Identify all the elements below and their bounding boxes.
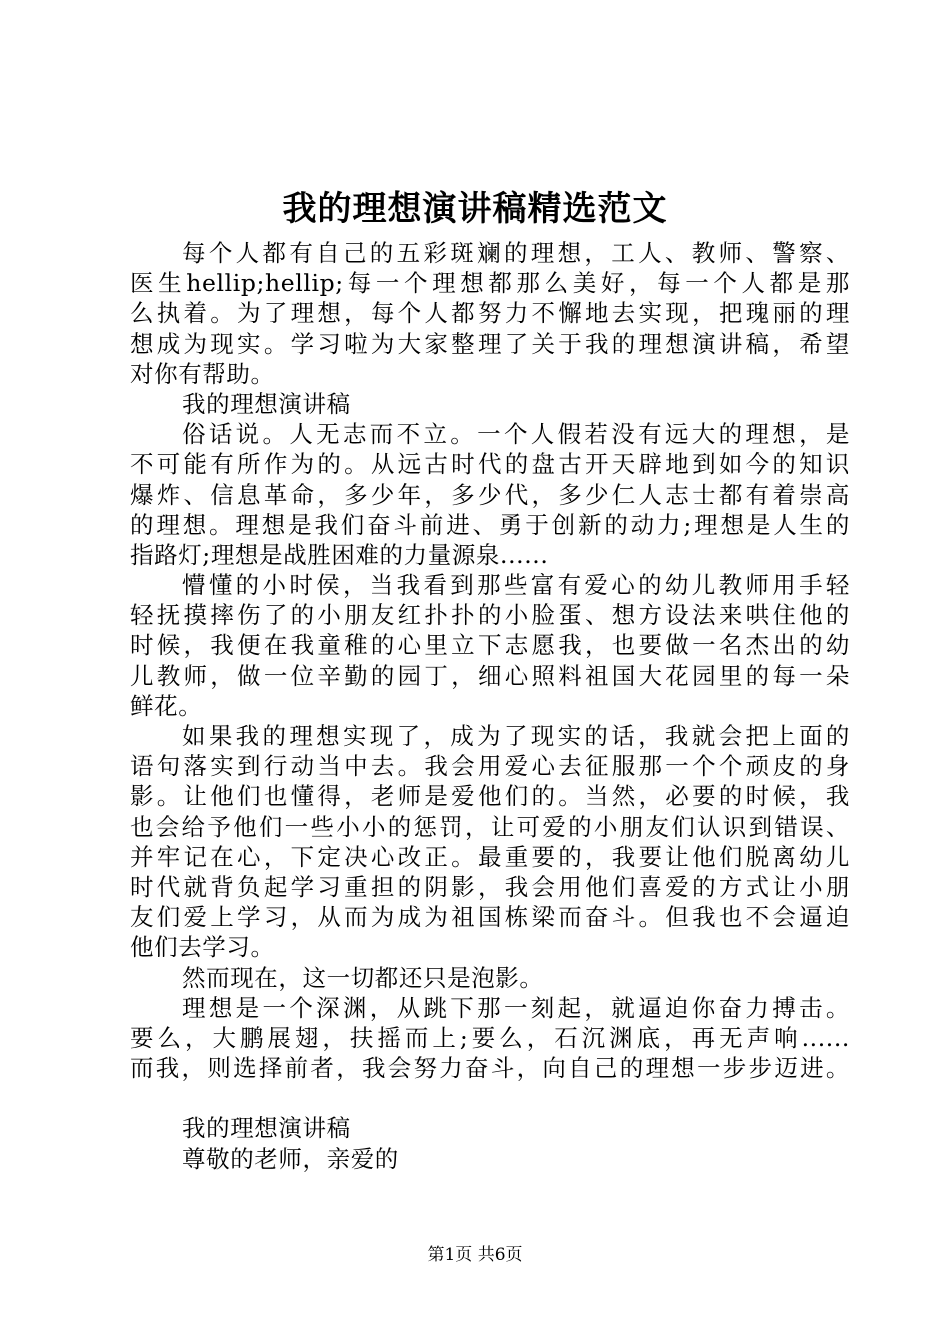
- page-footer: 第1页 共6页: [427, 1245, 523, 1265]
- text-line: 如果我的理想实现了，成为了现实的话，我就会把上面的: [182, 722, 850, 750]
- text-line: 理想是一个深渊，从跳下那一刻起，就逼迫你奋力搏击。: [182, 993, 850, 1022]
- text-line: 鲜花。: [130, 691, 203, 720]
- text-line: 他们去学习。: [130, 933, 275, 962]
- text-line: 指路灯;理想是战胜困难的力量源泉......: [130, 540, 549, 569]
- text-line: 我的理想演讲稿: [182, 1114, 351, 1143]
- text-line: 俗话说。人无志而不立。一个人假若没有远大的理想，是: [182, 420, 850, 449]
- text-line: 时候，我便在我童稚的心里立下志愿我，也要做一名杰出的幼: [130, 631, 850, 660]
- text-line: 每个人都有自己的五彩斑斓的理想，工人、教师、警察、: [182, 239, 850, 267]
- text-line: 不可能有所作为的。从远古时代的盘古开天辟地到如今的知识: [130, 450, 850, 479]
- text-line: 对你有帮助。: [130, 359, 275, 388]
- text-line: 影。让他们也懂得，老师是爱他们的。当然，必要的时候，我: [130, 782, 850, 811]
- text-line: 而我，则选择前者，我会努力奋斗，向自己的理想一步步迈进。: [130, 1054, 850, 1083]
- text-line: 尊敬的老师，亲爱的: [182, 1144, 399, 1173]
- blank-line: [130, 1083, 850, 1113]
- text-line: 并牢记在心，下定决心改正。最重要的，我要让他们脱离幼儿: [130, 842, 850, 871]
- text-line: 轻抚摸摔伤了的小朋友红扑扑的小脸蛋、想方设法来哄住他的: [130, 601, 850, 630]
- text-line: 我的理想演讲稿: [182, 389, 351, 418]
- text-line: 医生hellip;hellip;每一个理想都那么美好，每一个人都是那: [130, 269, 850, 298]
- document-body: [130, 238, 850, 1174]
- text-line: 懵懂的小时侯，当我看到那些富有爱心的幼儿教师用手轻: [182, 571, 850, 600]
- text-line: 也会给予他们一些小小的惩罚，让可爱的小朋友们认识到错误、: [130, 812, 850, 841]
- text-line: 语句落实到行动当中去。我会用爱心去征服那一个个顽皮的身: [130, 752, 850, 781]
- text-line: 儿教师，做一位辛勤的园丁，细心照料祖国大花园里的每一朵: [130, 661, 850, 690]
- text-line: 的理想。理想是我们奋斗前进、勇于创新的动力;理想是人生的: [130, 510, 850, 539]
- text-line: 友们爱上学习，从而为成为祖国栋梁而奋斗。但我也不会逼迫: [130, 903, 850, 932]
- document-title: 我的理想演讲稿精选范文: [282, 189, 668, 229]
- text-line: 要么，大鹏展翅，扶摇而上;要么，石沉渊底，再无声响......: [130, 1023, 850, 1052]
- text-line: 想成为现实。学习啦为大家整理了关于我的理想演讲稿，希望: [130, 329, 850, 358]
- text-line: 么执着。为了理想，每个人都努力不懈地去实现，把瑰丽的理: [130, 299, 850, 328]
- text-line: 爆炸、信息革命，多少年，多少代，多少仁人志士都有着崇高: [130, 480, 850, 509]
- text-line: 时代就背负起学习重担的阴影，我会用他们喜爱的方式让小朋: [130, 872, 850, 901]
- text-line: 然而现在，这一切都还只是泡影。: [182, 963, 544, 992]
